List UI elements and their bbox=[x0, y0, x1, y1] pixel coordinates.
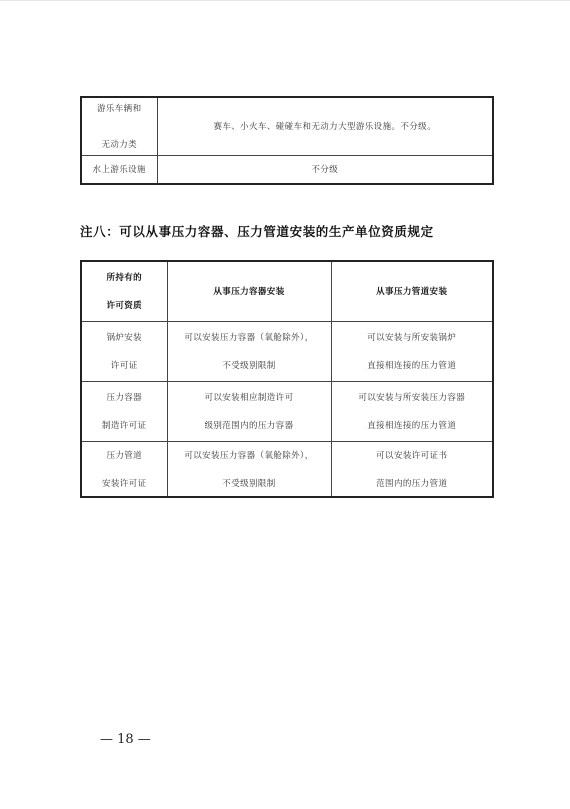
cell-line: 压力容器 bbox=[106, 393, 143, 403]
pipe-cell bbox=[331, 321, 493, 381]
license-cell bbox=[81, 321, 167, 381]
table-row bbox=[81, 441, 493, 497]
top-edge-rule bbox=[0, 0, 570, 1]
description-cell: 赛车、小火车、碰碰车和无动力大型游乐设施。不分级。 bbox=[157, 97, 493, 155]
header-license-cell bbox=[81, 261, 167, 321]
cell-line: 可以安装与所安装锅炉 bbox=[367, 333, 457, 343]
license-cell bbox=[81, 441, 167, 497]
qualification-table bbox=[80, 260, 494, 498]
header-vessel-cell: 从事压力容器安装 bbox=[167, 261, 331, 321]
cell-line: 直接相连接的压力管道 bbox=[367, 361, 457, 371]
cell-line: 可以安装压力容器（氧舱除外）， bbox=[184, 333, 314, 343]
cell-line: 直接相连接的压力管道 bbox=[367, 421, 457, 431]
table-row bbox=[81, 97, 493, 155]
cell-line: 可以安装压力容器（氧舱除外）， bbox=[184, 450, 314, 461]
category-line: 游乐车辆和 bbox=[96, 104, 142, 115]
cell-line: 制造许可证 bbox=[101, 421, 147, 431]
vessel-cell bbox=[167, 321, 331, 381]
cell-line: 可以安装相应制造许可 bbox=[204, 393, 294, 403]
table-header-row bbox=[81, 261, 493, 321]
page-number: — 18 — bbox=[100, 732, 151, 747]
pipe-cell bbox=[331, 441, 493, 497]
table-row bbox=[81, 155, 493, 184]
cell-line: 压力管道 bbox=[106, 450, 143, 461]
amusement-facility-table bbox=[80, 96, 494, 185]
table-row bbox=[81, 381, 493, 441]
cell-line: 可以安装与所安装压力容器 bbox=[358, 393, 466, 403]
category-line: 无动力类 bbox=[101, 140, 138, 151]
cell-line: 级别范围内的压力容器 bbox=[204, 421, 294, 431]
cell-line: 许可证 bbox=[110, 361, 138, 371]
cell-line: 锅炉安装 bbox=[106, 333, 143, 343]
category-cell bbox=[81, 97, 157, 155]
table-row bbox=[81, 321, 493, 381]
cell-line: 安装许可证 bbox=[101, 478, 147, 489]
category-cell: 水上游乐设施 bbox=[81, 155, 157, 184]
cell-line: 可以安装许可证书 bbox=[376, 450, 448, 461]
cell-line: 范围内的压力管道 bbox=[376, 478, 448, 489]
header-pipe-cell: 从事压力管道安装 bbox=[331, 261, 493, 321]
cell-line: 不受级别限制 bbox=[222, 361, 276, 371]
description-cell: 不分级 bbox=[157, 155, 493, 184]
pipe-cell bbox=[331, 381, 493, 441]
vessel-cell bbox=[167, 441, 331, 497]
header-line: 许可资质 bbox=[106, 301, 143, 312]
cell-line: 不受级别限制 bbox=[222, 478, 276, 489]
vessel-cell bbox=[167, 381, 331, 441]
header-line: 所持有的 bbox=[106, 273, 143, 284]
license-cell bbox=[81, 381, 167, 441]
note-heading: 注八：可以从事压力容器、压力管道安装的生产单位资质规定 bbox=[80, 224, 434, 239]
